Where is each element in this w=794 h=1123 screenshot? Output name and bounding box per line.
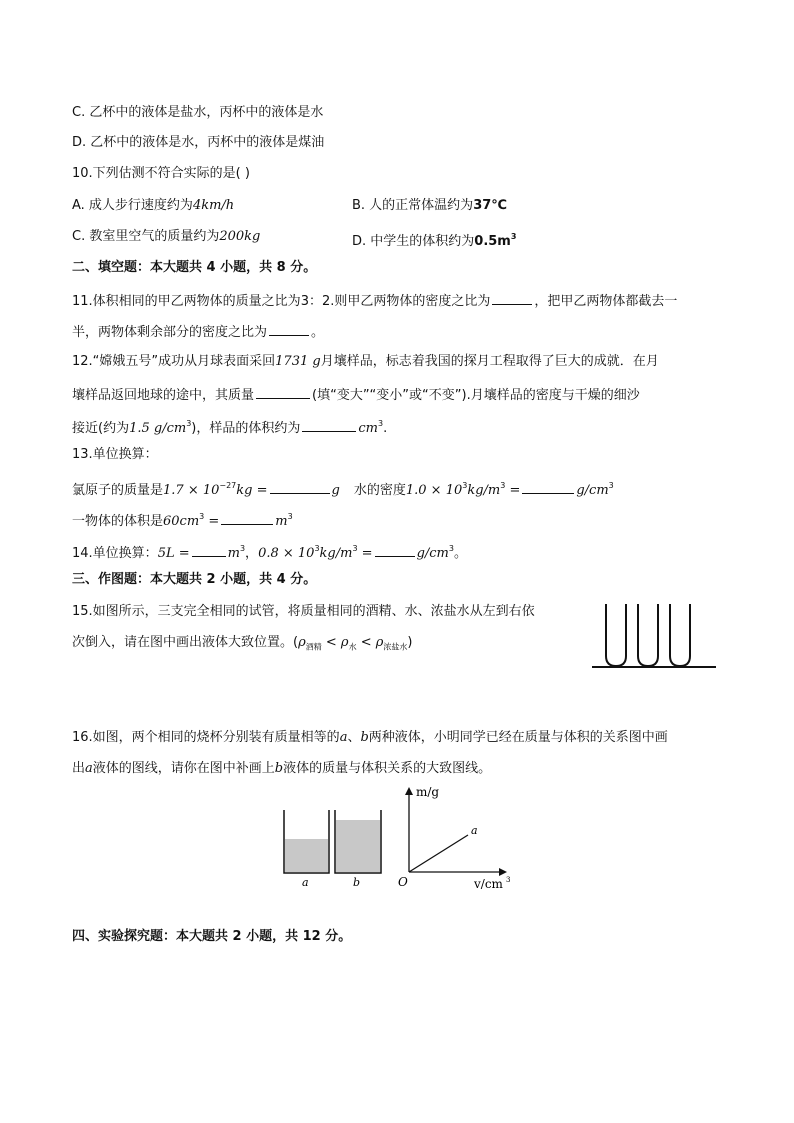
q12-text-6: )，样品的体积约为: [191, 421, 301, 436]
q13-equals-2: =: [204, 514, 220, 529]
line-a: [409, 835, 468, 872]
q15-rho-1: ρ: [298, 635, 306, 650]
q14-density-exponent: 3: [314, 544, 320, 553]
section-4-heading: 四、实验探究题：本大题共 2 小题，共 12 分。: [72, 929, 352, 944]
q15-sub-brine: 浓盐水: [383, 642, 408, 652]
q10-option-b-value: 37℃: [473, 198, 508, 213]
q12-text-3: 壤样品返回地球的途中，其质量: [72, 388, 255, 403]
q16-text-1: 16.如图，两个相同的烧杯分别装有质量相等的: [72, 730, 340, 745]
beaker-a-liquid: [285, 839, 328, 872]
q10-option-b: [352, 197, 507, 215]
q14-density-unit-exponent: 3: [352, 544, 358, 553]
q15-sub-alcohol: 酒精: [305, 642, 322, 652]
q16-line-2: [72, 760, 491, 778]
q14-equals: =: [357, 546, 373, 561]
q13-target-unit: g/cm: [576, 483, 609, 498]
q13-volume-unit-exponent: 3: [287, 512, 293, 521]
q15-sub-water: 水: [348, 642, 357, 652]
q13-density-exponent: 3: [462, 481, 468, 490]
q13-mass-unit: kg =: [236, 483, 268, 498]
q13-volume-unit: m: [275, 514, 288, 529]
line-a-label: a: [471, 824, 478, 837]
q16-liquid-b-2: b: [274, 761, 284, 776]
q11-ratio: 3：2: [300, 294, 331, 309]
test-tubes: [606, 604, 690, 666]
test-tube-1: [606, 604, 626, 666]
q13-equals: =: [505, 483, 521, 498]
q11-text-3: ，把甲乙两物体都截去一: [534, 294, 678, 309]
q9-option-c: C. 乙杯中的液体是盐水，丙杯中的液体是水: [72, 105, 324, 120]
q12-line-1: [72, 353, 659, 371]
q13-line-1: [72, 477, 614, 500]
q15-lt-1: <: [321, 635, 341, 650]
q10-option-d-value: 0.5m: [474, 234, 511, 249]
q13-text-1: 氯原子的质量是: [72, 483, 164, 498]
q10-option-c-value: 200kg: [219, 229, 261, 244]
q14-line: [72, 540, 467, 563]
q14-volume-value: 5L =: [157, 546, 190, 561]
q14-density-unit: kg/m: [319, 546, 353, 561]
section-3-heading: 三、作图题：本大题共 2 小题，共 4 分。: [72, 572, 317, 587]
q15-lt-2: <: [356, 635, 376, 650]
q12-line-2: [72, 384, 640, 405]
section-2-heading: 二、填空题：本大题共 4 小题，共 8 分。: [72, 260, 317, 275]
q10-option-a-text: A. 成人步行速度约为: [72, 198, 193, 213]
q11-text-1: 11.体积相同的甲乙两物体的质量之比为: [72, 294, 301, 309]
x-axis-arrow: [499, 868, 507, 876]
x-axis-label-exponent: 3: [506, 876, 511, 884]
q15-text-1: 次倒入，请在图中画出液体大致位置。(: [72, 635, 299, 650]
q13-mass-value: 1.7 × 10: [163, 483, 220, 498]
q12-blank-2: [302, 417, 356, 432]
q12-volume-unit-exponent: 3: [377, 419, 384, 428]
q11-blank-1: [492, 290, 532, 305]
q14-target-unit: g/cm: [416, 546, 449, 561]
q9-option-d: D. 乙杯中的液体是水，丙杯中的液体是煤油: [72, 135, 325, 150]
q14-density-value: 0.8 × 10: [258, 546, 315, 561]
q14-target-unit-exponent: 3: [448, 544, 454, 553]
beaker-b-liquid: [336, 820, 380, 872]
q13-density-unit: kg/m: [467, 483, 501, 498]
q15-rho-3: ρ: [375, 635, 384, 650]
test-tube-3: [670, 604, 690, 666]
q16-text-2: 两种液体，小明同学已经在质量与体积的关系图中画: [368, 730, 668, 745]
q16-line-1: [72, 729, 668, 747]
q13-volume-exponent: 3: [199, 512, 205, 521]
q11-line-2: [72, 321, 324, 342]
q13-line-2: [72, 508, 293, 531]
q14-volume-unit: m: [227, 546, 240, 561]
q13-volume-value: 60cm: [163, 514, 200, 529]
q11-text-4: 半，两物体剩余部分的密度之比为: [72, 325, 268, 340]
q11-text-2: .则甲乙两物体的密度之比为: [330, 294, 491, 309]
q13-target-unit-exponent: 3: [608, 481, 614, 490]
y-axis-label: m/g: [416, 785, 440, 799]
q13-blank-1: [270, 479, 330, 494]
q12-blank-1: [256, 384, 310, 399]
q13-text-3: 一物体的体积是: [72, 514, 164, 529]
q10-option-a-value: 4km/h: [192, 198, 235, 213]
test-tubes-figure: [590, 598, 730, 674]
q12-text-4: (填“变大”“变小”或“不变”).月壤样品的密度与干燥的细沙: [312, 388, 640, 403]
q14-end: 。: [453, 546, 467, 561]
q14-title: 14.单位换算：: [72, 546, 158, 561]
q13-text-2: 水的密度: [353, 483, 406, 498]
q12-text-2: 月壤样品，标志着我国的探月工程取得了巨大的成就．在月: [320, 354, 659, 369]
q10-option-c-text: C. 教室里空气的质量约为: [72, 229, 220, 244]
q16-liquid-a: a: [339, 730, 348, 745]
q16-text-5: 液体的质量与体积关系的大致图线。: [283, 761, 492, 776]
q12-density-exponent: 3: [186, 419, 192, 428]
q13-mass-exponent: −27: [219, 481, 237, 490]
q10-option-d-text: D. 中学生的体积约为: [352, 234, 475, 249]
q13-gram-unit: g: [331, 483, 340, 498]
q12-text-7: .: [383, 421, 388, 436]
q14-volume-unit-exponent: 3: [239, 544, 246, 553]
x-axis-label: v/cm: [474, 877, 503, 891]
beakers-graph-figure: [270, 782, 530, 894]
q15-line-1: 15.如图所示，三支完全相同的试管，将质量相同的酒精、水、浓盐水从左到右依: [72, 604, 535, 619]
q13-blank-3: [221, 510, 273, 525]
beaker-b-label: b: [353, 876, 361, 889]
q10-option-d: [352, 228, 516, 251]
q10-option-a: [72, 197, 234, 215]
q10-option-c: [72, 228, 260, 246]
q13-density-value: 1.0 × 10: [405, 483, 463, 498]
q12-text-1: 12.“嫦娥五号”成功从月球表面采回: [72, 354, 276, 369]
q16-liquid-b: b: [360, 730, 369, 745]
q15-rho-2: ρ: [340, 635, 349, 650]
q10-option-b-text: B. 人的正常体温约为: [352, 198, 474, 213]
y-axis-arrow: [405, 787, 413, 795]
q11-line-1: [72, 290, 677, 311]
q12-density-value: 1.5 g/cm: [129, 421, 187, 436]
q16-liquid-a-2: a: [85, 761, 93, 776]
q16-text-4: 液体的图线，请你在图中补画上: [92, 761, 275, 776]
test-tube-2: [638, 604, 658, 666]
q16-text-3: 出: [72, 761, 86, 776]
q10-stem: 10.下列估测不符合实际的是( ): [72, 166, 250, 181]
q14-separator: ，: [245, 546, 259, 561]
q12-text-5: 接近(约为: [72, 421, 130, 436]
q10-option-d-exponent: 3: [510, 232, 517, 241]
q13-title: 13.单位换算：: [72, 447, 158, 462]
beaker-a-label: a: [302, 876, 309, 889]
q14-blank-1: [192, 542, 226, 557]
q11-text-5: 。: [311, 325, 325, 340]
q13-blank-2: [522, 479, 574, 494]
q12-volume-unit: cm: [358, 421, 378, 436]
origin-label: O: [398, 875, 408, 889]
q15-line-2: [72, 634, 412, 657]
q13-density-unit-exponent: 3: [500, 481, 506, 490]
q12-line-3: [72, 415, 387, 438]
q16-sep: 、: [347, 730, 361, 745]
q15-text-2: ): [407, 635, 413, 650]
q12-mass-value: 1731 g: [275, 354, 321, 369]
q11-blank-2: [269, 321, 309, 336]
q14-blank-2: [375, 542, 415, 557]
